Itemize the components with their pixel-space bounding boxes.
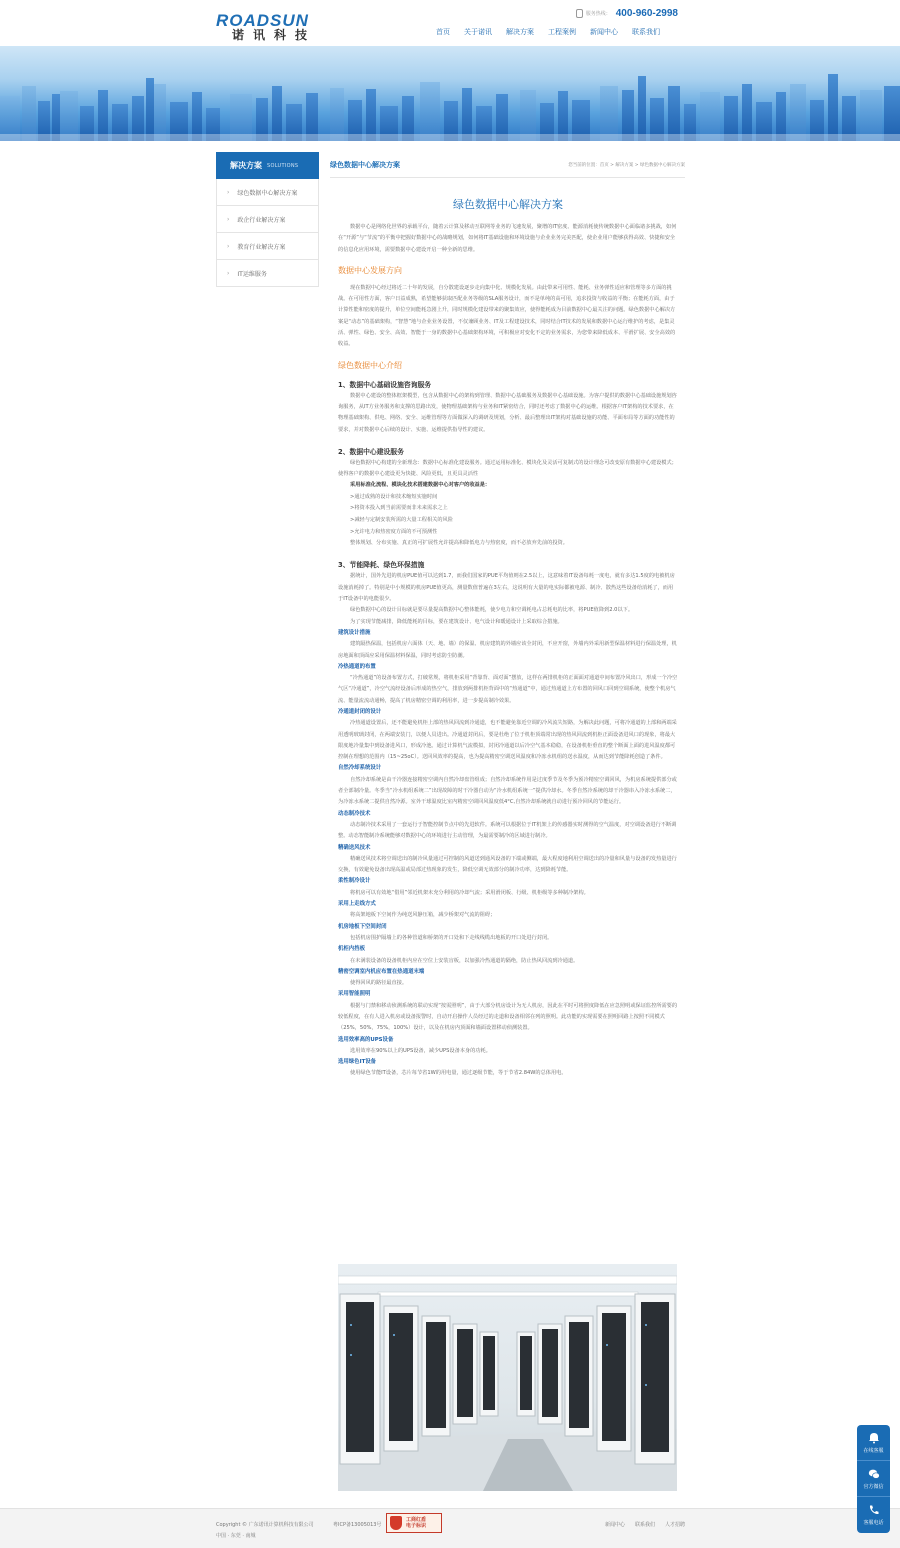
section-2-benefits-heading: 采用标准化流程、模块化技术搭建数据中心对客户的收益是： — [350, 482, 491, 489]
measure-text: 自然冷却系统是由干冷器连接精密空调内自然冷却盘管组成；自然冷却系统作用是过度季节及冬季为预冷精密空调回风，为机房系统提供部分或者全部制冷量。冬季当“冷水机组系统二”出现故障的时干冷器自动为“冷水机组系统一”提供冷却水。冬季自然冷系统的却干冷器串入冷冻水系统二，为冷冻水系统二提供自然冷源。室外干球温度比室内精密空调回风温度低4°C,自然冷却系统就自动进行预冷回风的节能运行。 — [338, 776, 677, 806]
nav-cases[interactable]: 工程案例 — [548, 28, 576, 36]
measure-title: 动态制冷技术 — [338, 810, 371, 817]
chevron-right-icon: › — [227, 215, 230, 223]
measure-title: 采用智能照明 — [338, 991, 371, 998]
heading-introduction: 绿色数据中心介绍 — [338, 360, 402, 370]
floating-service-panel — [857, 1425, 890, 1533]
measure-text: 包括机房围护隔墙上的各种管道和桥架的开口处和下走线线缆出地板的开口处进行封闭。 — [350, 934, 553, 941]
measure-text: 精确送风技术将空调送出的制冷风量通过可控制的风道送到通风设备的下端或侧端，最大程度地利用空调送出的冷量和风量与设备的发热量进行交换，有效避免设备出现高温或局部过热现象的发生，降低空调无效部分的制冷功率，达到降耗节能。 — [338, 855, 677, 874]
article — [338, 196, 678, 1080]
wechat-icon — [868, 1468, 880, 1480]
chat-bubble-icon — [868, 1432, 880, 1444]
float-label: 在线客服 — [863, 1447, 884, 1454]
nav-home[interactable]: 首页 — [436, 28, 450, 36]
hotline-number: 400-960-2998 — [615, 7, 678, 19]
measure-text: 使用绿色节能IT设备，芯片每节省1W的用电量，通过逐级节能，等于节省2.84W的总体用电。 — [350, 1070, 567, 1077]
heading-development: 数据中心发展方向 — [338, 265, 402, 275]
city-skyline-banner — [0, 46, 900, 141]
sidebar-item-education[interactable] — [216, 233, 319, 260]
list-item: >将资本投入到当前需要而非未来需求之上 — [350, 505, 448, 512]
measure-text: 使得回风的路径最直接。 — [350, 980, 408, 987]
section-2-ending: 整体规划、分布实施、真正的可扩展性允许提高和降低电力与热密度，而不必放弃先前的投资。 — [350, 540, 568, 547]
measure-text: 建筑隔热保温，包括机房六面体（天、地、墙）的保温、机房建筑的外墙应该全封闭，不应开窗，外墙内外采用新型保温材料进行保温处理，机房地面和顶面应采用保温材料保温，同时考虑防尘防潮。 — [338, 641, 677, 659]
section-1-paragraph: 数据中心建设的整体框架模型，包含从数据中心的架构到管理、数据中心基础服务及数据中心基础设施。为客户提供的数据中心基础设施规划咨询服务，从IT方业务服务和支撑的思路出发，使物理基础架构与业务和IT紧密结合，同时还考虑了数据中心的运维。根据客户IT架构的技术要求，在物理基础架构、供电、网络、安全、运维管理等方面做深入的调研及规划，分析、最后整理出IT架构对基础设施的功能、平面布局等方面的功能性的要求，并对数据中心后续的设计、实施、运维提供指导性的建议。 — [338, 392, 677, 433]
nav-contact[interactable]: 联系我们 — [632, 28, 660, 36]
measure-text: 在未满装设备的设备机柜内应在空位上安装盲板，以加强冷热通道的隔绝，防止热风回流到冷通道。 — [350, 957, 579, 964]
measure-text: 冷热通道设置后，还不能避免机柜上部的热风回流到冷通道，也不能避免靠近空调的冷风流失短路，为解决此问题，可将冷通道的上部和两端采用透明玻璃封闭，在两端安装门，以便人员进出。冷通道封闭后，要是杜绝了位于机柜顶端常出现的热风回流到机柜正面设备进风口的现象，将最大限度地冷量集中到设备进风口，形成冷池。通过计算机气流模拟，封闭冷通道以后冷空气基本稳稳，在设备机柜垂直的整个断面上面的进风温度都可控制在理想的范围内（15~25oC）。送回风效率的提高，也为提高精密空调送风温度和冷冻水机组的送水温度，从而达到节能降耗创造了条件。 — [338, 720, 677, 761]
telephone-icon — [868, 1504, 880, 1516]
footer-link-news[interactable]: 新闻中心 — [605, 1522, 626, 1528]
content-header — [330, 152, 685, 178]
footer-link-careers[interactable]: 人才招聘 — [665, 1522, 686, 1528]
list-item: >减轻与定制安装所需的大量工程相关的风险 — [350, 516, 453, 523]
measure-title: 采用上走线方式 — [338, 901, 376, 908]
measure-title: 选用绿色IT设备 — [338, 1059, 377, 1066]
measure-text: 选用效率在90%以上的UPS设备，减少UPS设备本身的功耗。 — [350, 1047, 491, 1054]
section-3-title: 3、节能降耗、绿色环保措施 — [338, 561, 425, 570]
footer-link-contact[interactable]: 联系我们 — [635, 1522, 656, 1528]
section-title: 绿色数据中心解决方案 — [330, 161, 400, 169]
content-header-wrap — [330, 152, 685, 178]
sidebar-item-label: 政企行业解决方案 — [237, 216, 286, 224]
sidebar-item-label: IT运维服务 — [237, 270, 267, 278]
online-support-button[interactable] — [857, 1425, 890, 1461]
brand-logo[interactable] — [216, 12, 346, 42]
measure-text: 将机房可以有效地“借用”邻近机架未充分利用的冷却气流；采用滑闭板、行级、机柜级等多种制冷架构。 — [350, 889, 589, 896]
measure-title: 冷热通道的布置 — [338, 663, 376, 670]
section-1-title: 1、数据中心基础设施咨询服务 — [338, 380, 432, 389]
shield-icon — [390, 1516, 402, 1530]
measure-text: “冷热通道”的设备布置方式，打破常规，将机柜采用“背靠背、面对面”摆放，这样在两排机柜的正面面对通道中间布置冷风出口，形成一个冷空气区“冷通道”，冷空气流经设备后形成的热空气，排放到两排机柜背面中的“热通道”中，通过热通道上方布置的回风口回到空调系统，使整个机房气流、能量流流动通畅，提高了机房精密空调的利用率，进一步提高制冷效果。 — [338, 675, 678, 704]
skyline-graphic — [0, 46, 900, 141]
site-header — [0, 0, 900, 46]
measure-text: 将高架地板下空间作为纯送风静压箱，减少桥架对气流的阻碍； — [350, 912, 496, 919]
icp-number[interactable]: 粤ICP备13005013号 — [333, 1522, 382, 1528]
measure-title: 选用效率高的UPS设备 — [338, 1036, 394, 1043]
development-paragraph: 现在数据中心经过将近二十年的发展，自分散建设逐步走向集中化、规模化发展。由此带来可用性、能耗、业务弹性适应和管理等多方面的挑战。在可用性方面，客户日益成熟，希望能够获取匹配业务等级的SLA服务设计，而不是单纯的高可用，追求投资与收益的平衡；在能耗方面，由于计算性能和密度的提升，单位空间能耗急剧上升，同时规模化建设带来的聚集效应，使得能耗成为目前数据中心最关注的问题。绿色数据中心解决方案是“动态”的基础架构，“智慧”地与企业业务设置，不仅兼顾业务、IT及工程建设技术，同时结合IT技术的发展和数据中心运行维护的考虑，是集灵活、弹性、绿色、安全、高效、智能于一身的数据中心基础架构环境，可积极应对变化不定的业务需求，为您带来降低成本、平滑扩展、安全高效的收益。 — [338, 284, 676, 348]
business-license-badge[interactable] — [386, 1513, 442, 1533]
measure-text: 根据与门禁和移动侦测系统的联动实现“按需照明”，由于大部分机房设计为无人机房，因此在平时可将照度降低在应急照明或保证监控所需要的较低程度，在有人进入机房或设备报警时，自动开启操作人员经过的走道和设备相邻在列的照明。此功能的实现需要在照明回路上按照不同模式（25%，50%，75%，100%）设计，以及在机房内顶面和墙面设置移动侦测装置。 — [338, 1002, 678, 1032]
hotline-label: 服务热线： — [585, 10, 611, 17]
datacenter-photo — [338, 1264, 677, 1491]
copyright: Copyright © 广东诺讯计算机科技有限公司 — [216, 1522, 314, 1528]
float-label: 客服电话 — [863, 1520, 884, 1526]
logo-english: ROADSUN — [216, 11, 309, 30]
hotline — [576, 6, 678, 20]
measure-text: 动态制冷技术采用了一套运行于智能控制节点中的先进软件。系统可以根据位于IT机架上的传感器实时测得的空气温度，对空调设备进行不断调整。动态智能制冷系统能够对数据中心的环境进行主动管理，为最需要制冷的区域进行制冷。 — [338, 821, 677, 840]
measure-title: 精确送风技术 — [338, 844, 371, 851]
article-title: 绿色数据中心解决方案 — [453, 198, 563, 211]
breadcrumb: 您当前的位置：首页 > 解决方案 > 绿色数据中心解决方案 — [568, 163, 685, 168]
chevron-right-icon: › — [227, 269, 230, 277]
sidebar-item-green-datacenter[interactable] — [216, 179, 319, 206]
nav-news[interactable]: 新闻中心 — [590, 28, 618, 36]
list-item: >允许电力和热密度方面的不可预测性 — [350, 528, 438, 535]
sidebar-title: 解决方案 — [230, 161, 262, 170]
nav-solutions[interactable]: 解决方案 — [506, 28, 534, 36]
section-2-paragraph: 绿色数据中心构建的全新理念：数据中心标准化建设服务。通过运用标准化、模块化及灵活可复制式的设计理念可改变原有数据中心建设模式；使得客户的数据中心建设更为快捷、风险更低，且更具灵活性 — [338, 459, 677, 478]
measure-title: 精密空调室内机应布置在热通道末端 — [338, 968, 425, 975]
section-2-title: 2、数据中心建设服务 — [338, 447, 404, 456]
measure-title: 冷通道封闭的设计 — [338, 708, 382, 715]
sidebar-item-it-ops[interactable] — [216, 260, 319, 287]
sidebar — [216, 152, 319, 287]
measure-title: 建筑设计措施 — [338, 629, 371, 636]
phone-icon — [576, 9, 583, 18]
sidebar-subtitle: SOLUTIONS — [267, 162, 299, 169]
site-footer — [0, 1508, 900, 1548]
sidebar-item-label: 绿色数据中心解决方案 — [237, 189, 298, 197]
phone-support-button[interactable] — [857, 1497, 890, 1533]
badge-text — [406, 1517, 426, 1530]
chevron-right-icon: › — [227, 188, 230, 196]
intro-paragraph: 数据中心是网络化世界的承载平台，随着云计算及移动互联网等业务的飞速发展，聚增的IT密度、能源消耗使传统数据中心面临诸多挑战，如何在“开源”与“节流”的平衡中把握好数据中心的战略规划，如何将IT基础设施和环境设施与企业业务完美匹配，使企业用户能够获得高效、快捷和安全的信息化应用环境，需要数据中心建设开启一种全新的思维。 — [338, 224, 677, 253]
badge-line-1: 工商红盾 — [406, 1516, 427, 1523]
chevron-right-icon: › — [227, 242, 230, 250]
logo-chinese: 诺讯科技 — [232, 28, 317, 42]
measure-title: 机柜内挡板 — [338, 946, 365, 953]
measure-title: 机房地板下空间封闭 — [338, 923, 387, 930]
sidebar-header — [216, 152, 319, 179]
nav-about[interactable]: 关于诺讯 — [464, 28, 492, 36]
list-item: >通过成熟的设计和技术缩短实施时间 — [350, 493, 438, 500]
section-3-paragraph-1: 据统计，国外先进的机房PUE值可以达到1.7，而我们国家的PUE平均值则在2.5以上，这意味着IT设备每耗一度电，就有多达1.5度的电被机房设施消耗掉了。特别是中小规模的机房PUE值更高，测量数值普遍在3左右，这说明有大量的电实际都被电源、制冷、散热这些设备给消耗了，而用于IT设备中的电能很少。 — [338, 573, 675, 603]
section-3-paragraph-3: 为了实现节能减排，降低能耗的目标，要在建筑设计、电气设计和暖通设计上采取综合措施。 — [350, 618, 563, 625]
sidebar-item-government[interactable] — [216, 206, 319, 233]
measure-title: 柔性制冷设计 — [338, 878, 371, 885]
measure-title: 自然冷却系统设计 — [338, 765, 382, 772]
section-3-paragraph-2: 绿色数据中心的设计目标就是要尽量提高数据中心整体能耗，使少电力和空调耗电占总耗电的比率，将PUE值降到2.0以下。 — [350, 607, 634, 614]
sidebar-item-label: 教育行业解决方案 — [237, 243, 286, 251]
badge-line-2: 电子标识 — [406, 1523, 427, 1529]
wechat-button[interactable] — [857, 1461, 890, 1497]
footer-region: 中国 · 东莞 · 南城 — [216, 1533, 256, 1539]
float-label: 官方微信 — [863, 1483, 884, 1490]
server-room-graphic — [338, 1264, 677, 1491]
footer-links — [605, 1521, 695, 1528]
main-nav — [436, 27, 674, 37]
